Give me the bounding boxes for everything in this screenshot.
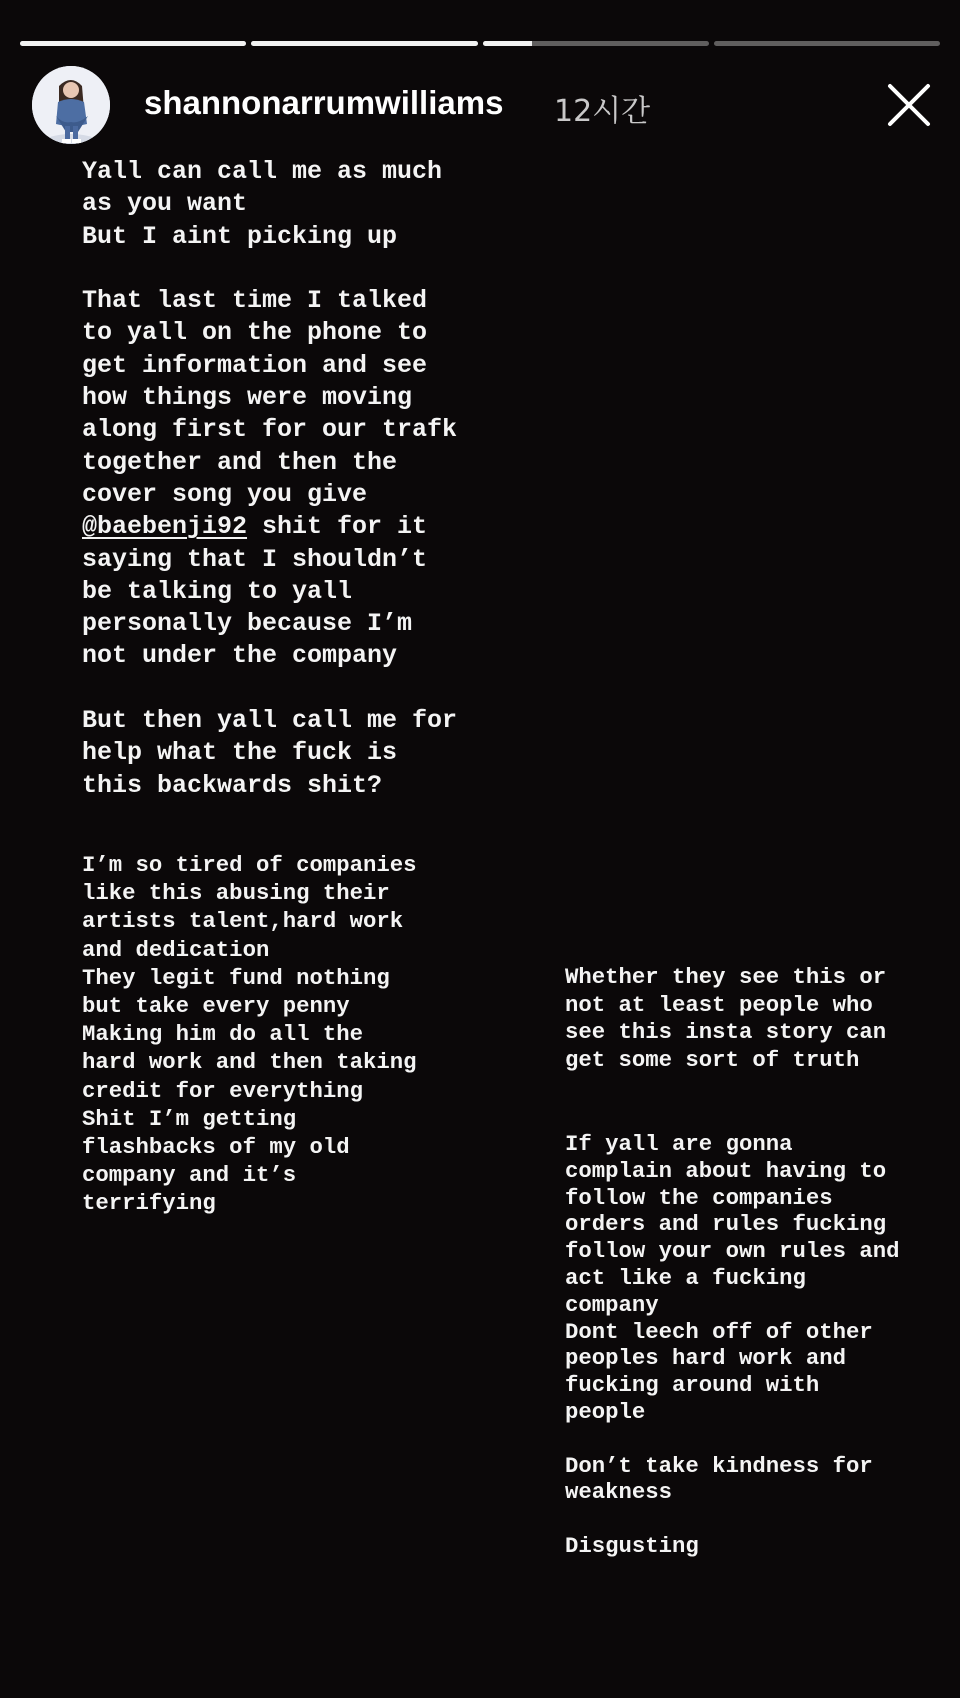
close-icon (884, 80, 934, 130)
story-progress-segment (714, 41, 940, 46)
story-timestamp: 12시간 (554, 94, 651, 129)
story-text-block-4: If yall are gonna complain about having to follow the companies orders and rules fucking follow your own rules and act like a fucking company Dont leech off of other peoples hard work and fucking around with people Don’t take kindness for weakness Disgusting (565, 1131, 900, 1559)
story-progress-fill (251, 41, 477, 46)
story-progress-segment (483, 41, 709, 46)
story-progress-bar (20, 41, 940, 46)
story-progress-segment (20, 41, 246, 46)
avatar[interactable] (32, 66, 110, 144)
user-mention-link[interactable]: @baebenji92 (82, 512, 248, 542)
story-progress-fill (483, 41, 533, 46)
username[interactable]: shannonarrumwilliams (144, 84, 504, 121)
story-text-block-1 (82, 156, 457, 802)
story-progress-segment (251, 41, 477, 46)
profile-photo-icon (32, 66, 110, 144)
story-text-block-2: I’m so tired of companies like this abusing their artists talent,hard work and dedication They legit fund nothing but take every penny Making him do all the hard work and then taking credit for everything Shit I’m getting flashbacks of my old company and it’s terrifying (82, 852, 417, 1217)
close-button[interactable] (884, 80, 934, 130)
story-text: shit for it saying that I shouldn’t be talking to yall personally because I’m not under the company But then yall call me for help what the fuck is this backwards shit? (82, 512, 458, 800)
story-progress-fill (20, 41, 246, 46)
story-text-block-3: Whether they see this or not at least people who see this insta story can get some sort of truth (565, 964, 887, 1073)
story-header (32, 66, 942, 148)
story-text: Yall can call me as much as you want But I aint picking up That last time I talked to yall on the phone to get information and see how things were moving along first for our trafk together and then the cover song you give (82, 157, 458, 509)
